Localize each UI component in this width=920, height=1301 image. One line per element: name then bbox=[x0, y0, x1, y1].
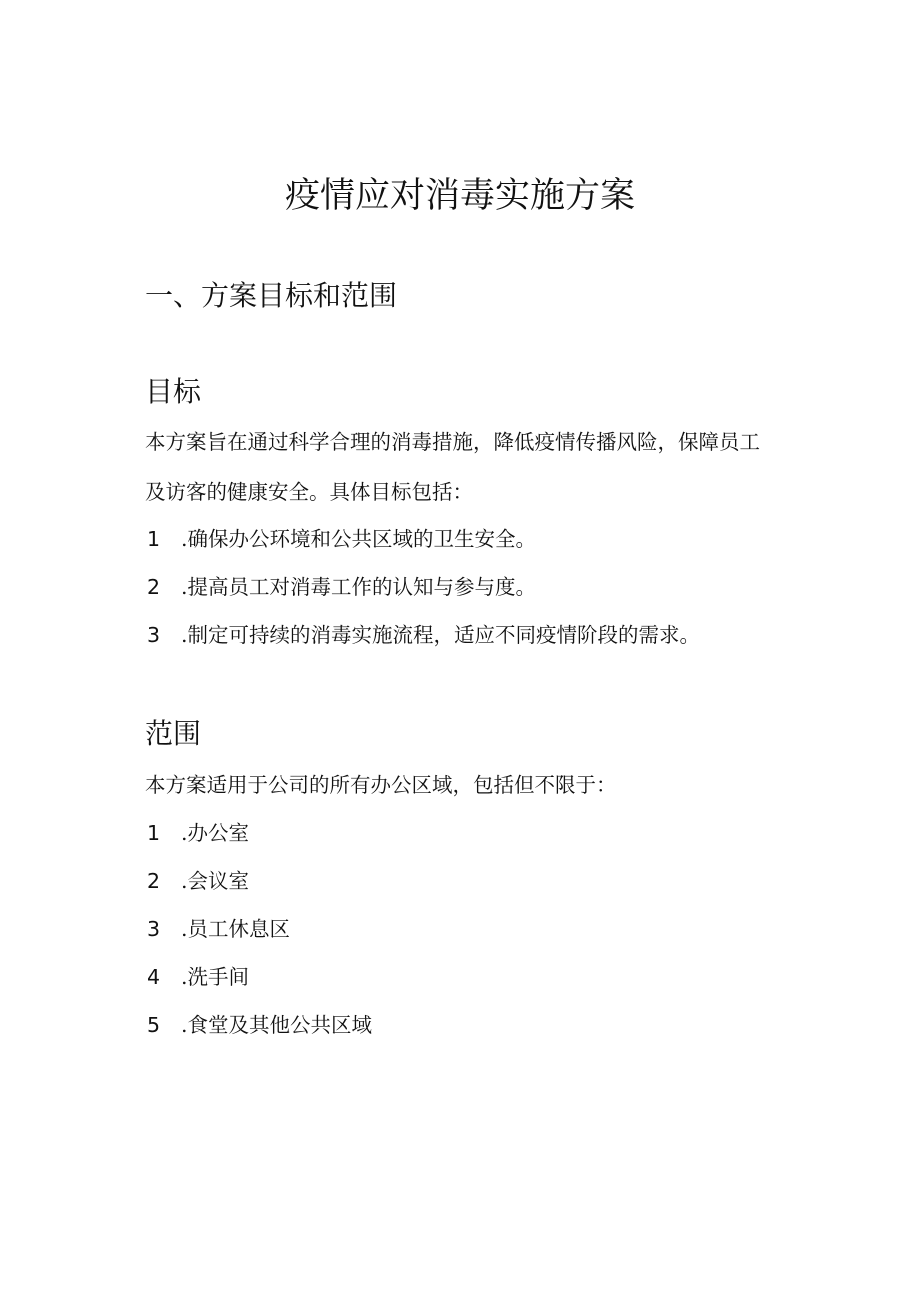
scope-list-item bbox=[147, 914, 290, 944]
list-number: 2 bbox=[147, 869, 161, 893]
list-text: .制定可持续的消毒实施流程，适应不同疫情阶段的需求。 bbox=[181, 623, 701, 647]
list-text: .洗手间 bbox=[181, 965, 250, 989]
list-text: .员工休息区 bbox=[181, 917, 291, 941]
goal-intro-line2: 及访客的健康安全。具体目标包括： bbox=[145, 480, 473, 504]
list-number: 3 bbox=[147, 623, 161, 647]
document-title: 疫情应对消毒实施方案 bbox=[284, 176, 635, 216]
list-number: 2 bbox=[147, 575, 161, 599]
section-heading: 一、方案目标和范围 bbox=[145, 279, 398, 312]
list-text: .提高员工对消毒工作的认知与参与度。 bbox=[181, 575, 537, 599]
goal-list-item bbox=[147, 524, 536, 554]
scope-list-item bbox=[147, 962, 249, 992]
scope-list-item bbox=[147, 866, 249, 896]
goal-list-item bbox=[147, 620, 700, 650]
list-number: 1 bbox=[147, 527, 161, 551]
goal-list-item bbox=[147, 572, 536, 602]
list-number: 1 bbox=[147, 821, 161, 845]
list-number: 3 bbox=[147, 917, 161, 941]
list-number: 5 bbox=[147, 1013, 161, 1037]
scope-intro: 本方案适用于公司的所有办公区域，包括但不限于： bbox=[145, 773, 617, 797]
goal-intro-line1: 本方案旨在通过科学合理的消毒措施，降低疫情传播风险，保障员工 bbox=[145, 430, 760, 454]
list-text: .食堂及其他公共区域 bbox=[181, 1013, 373, 1037]
scope-heading: 范围 bbox=[145, 717, 202, 750]
goal-heading: 目标 bbox=[145, 375, 202, 408]
list-text: .会议室 bbox=[181, 869, 250, 893]
scope-list-item bbox=[147, 1010, 372, 1040]
list-text: .确保办公环境和公共区域的卫生安全。 bbox=[181, 527, 537, 551]
list-number: 4 bbox=[147, 965, 161, 989]
scope-list-item bbox=[147, 818, 249, 848]
list-text: .办公室 bbox=[181, 821, 250, 845]
